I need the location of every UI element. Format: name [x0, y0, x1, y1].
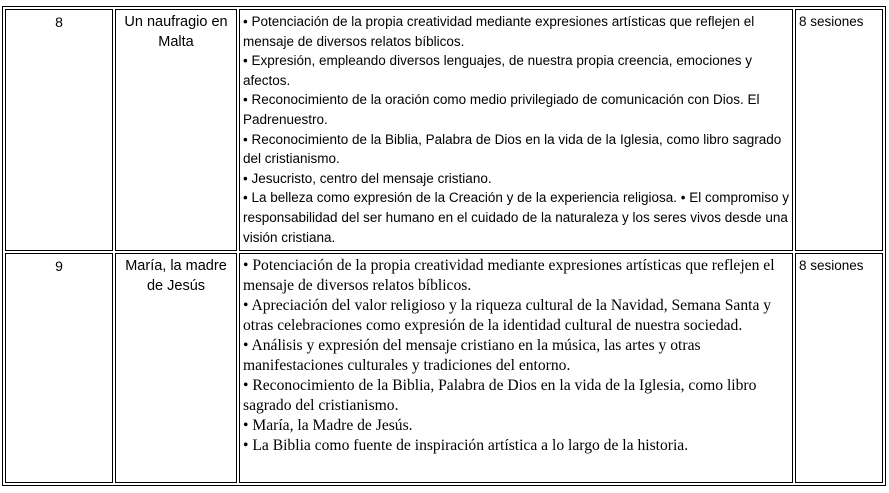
unit-number: 9 — [5, 253, 113, 483]
content-item: • La Biblia como fuente de inspiración artística a lo largo de la historia. — [243, 437, 689, 454]
content-item: • Jesucristo, centro del mensaje cristiano. — [243, 170, 492, 186]
table-row-unit-8 — [5, 9, 883, 251]
content-item: • Expresión, empleando diversos lenguajes, de nuestra propia creencia, emociones y afectos. — [243, 53, 753, 88]
units-table — [2, 6, 886, 486]
unit-sessions: 8 sesiones — [795, 9, 883, 251]
unit-sessions: 8 sesiones — [795, 253, 883, 483]
content-item: • Reconocimiento de la Biblia, Palabra de Dios en la vida de la Iglesia, como libro sagrado del cristianismo. — [243, 377, 757, 414]
content-item: • La belleza como expresión de la Creación y de la experiencia religiosa. • El compromiso y responsabilidad del ser humano en el cuidado de la naturaleza y los seres vivos desde una visión cristiana. — [243, 190, 789, 245]
content-item: • Potenciación de la propia creatividad mediante expresiones artísticas que reflejen el mensaje de diversos relatos bíblicos. — [243, 14, 755, 49]
content-item: • María, la Madre de Jesús. — [243, 417, 413, 434]
content-item: • Análisis y expresión del mensaje cristiano en la música, las artes y otras manifestaciones culturales y tradiciones del entorno. — [243, 337, 701, 374]
content-item: • Reconocimiento de la oración como medio privilegiado de comunicación con Dios. El Padrenuestro. — [243, 92, 760, 127]
unit-content — [239, 253, 793, 483]
content-item: • Apreciación del valor religioso y la riqueza cultural de la Navidad, Semana Santa y otras celebraciones como expresión de la identidad cultural de nuestra sociedad. — [243, 297, 772, 334]
content-item: • Potenciación de la propia creatividad mediante expresiones artísticas que reflejen el mensaje de diversos relatos bíblicos. — [243, 257, 775, 294]
unit-content — [239, 9, 793, 251]
table-row-unit-9 — [5, 253, 883, 483]
content-item: • Reconocimiento de la Biblia, Palabra de Dios en la vida de la Iglesia, como libro sagrado del cristianismo. — [243, 131, 782, 167]
unit-title: María, la madre de Jesús — [115, 253, 237, 483]
unit-number: 8 — [5, 9, 113, 251]
unit-title: Un naufragio en Malta — [115, 9, 237, 251]
